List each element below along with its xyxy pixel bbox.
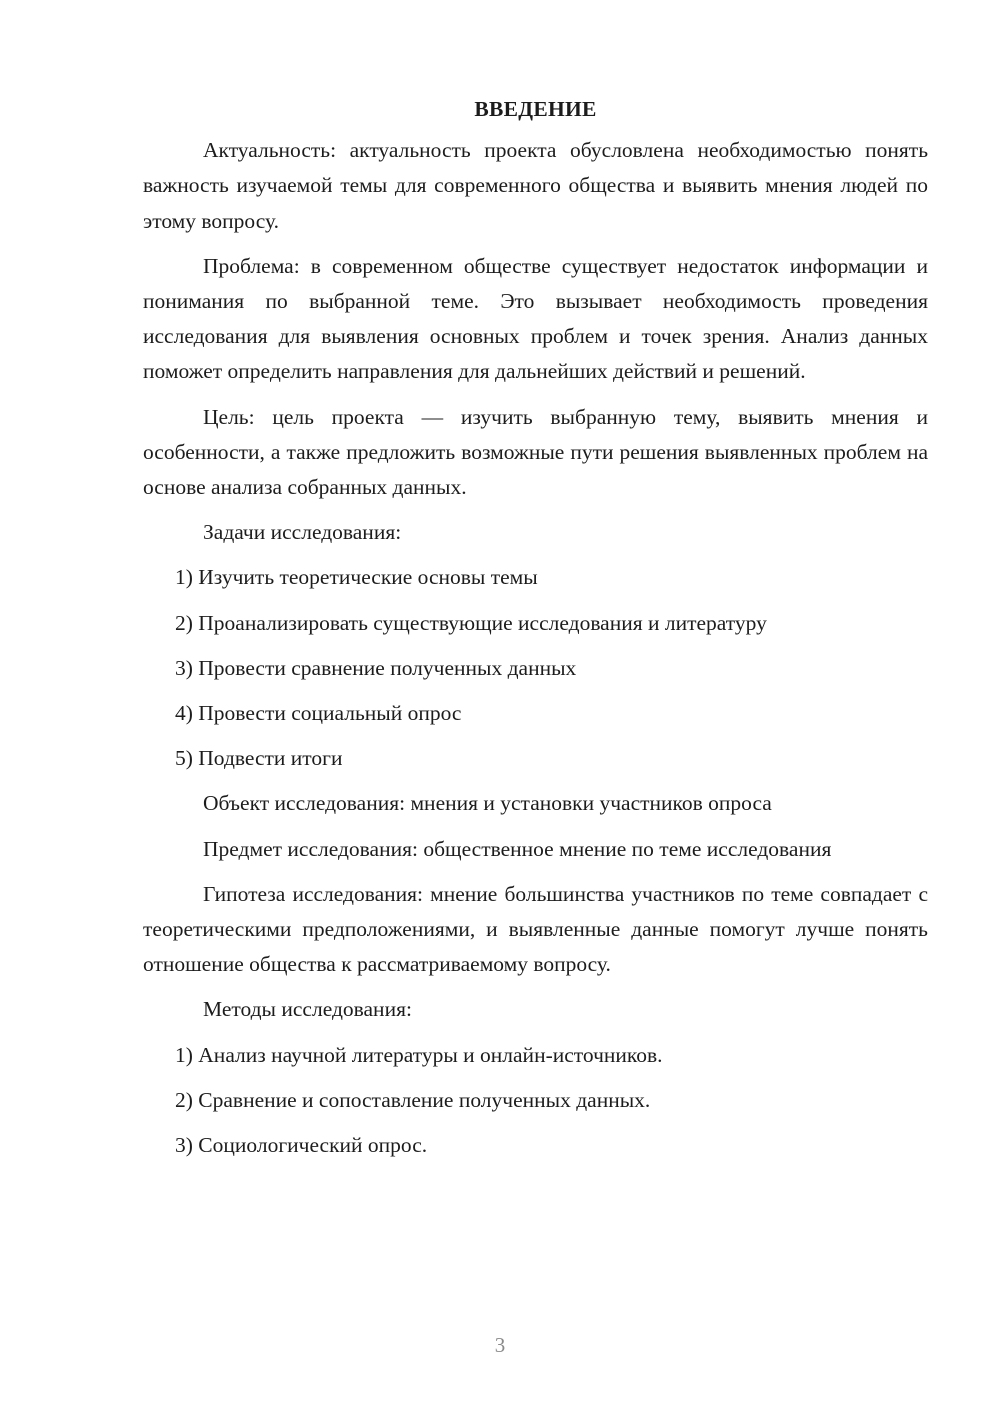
problem-paragraph: Проблема: в современном обществе существует недостаток информации и понимания по выбранной теме. Это вызывает необходимость проведения исследования для выявления основных проблем и точек зрения. Анализ данных поможет определить направления для дальнейших действий и решений.	[143, 253, 928, 384]
page-number: 3	[494, 1333, 506, 1357]
method-item: 3) Социологический опрос.	[175, 1133, 428, 1158]
goal-paragraph: Цель: цель проекта — изучить выбранную тему, выявить мнения и особенности, а также предложить возможные пути решения выявленных проблем на основе анализа собранных данных.	[143, 404, 928, 500]
object-line: Объект исследования: мнения и установки участников опроса	[203, 791, 772, 816]
task-item: 1) Изучить теоретические основы темы	[175, 565, 538, 590]
task-item: 5) Подвести итоги	[175, 746, 343, 771]
subject-line: Предмет исследования: общественное мнение по теме исследования	[203, 836, 832, 861]
methods-heading: Методы исследования:	[203, 997, 412, 1022]
method-item: 1) Анализ научной литературы и онлайн-источников.	[175, 1042, 663, 1067]
tasks-heading: Задачи исследования:	[203, 520, 402, 545]
relevance-paragraph: Актуальность: актуальность проекта обусловлена необходимостью понять важность изучаемой темы для современного общества и выявить мнения людей по этому вопросу.	[143, 138, 928, 233]
hypothesis-paragraph: Гипотеза исследования: мнение большинства участников по теме совпадает с теоретическими предположениями, и выявленные данные помогут лучше понять отношение общества к рассматриваемому вопросу.	[143, 881, 928, 977]
task-item: 3) Провести сравнение полученных данных	[175, 655, 577, 680]
task-item: 4) Провести социальный опрос	[175, 701, 462, 726]
task-item: 2) Проанализировать существующие исследования и литературу	[175, 610, 767, 635]
section-title: ВВЕДЕНИЕ	[474, 97, 597, 121]
method-item: 2) Сравнение и сопоставление полученных данных.	[175, 1087, 651, 1112]
document-body	[143, 92, 928, 1173]
